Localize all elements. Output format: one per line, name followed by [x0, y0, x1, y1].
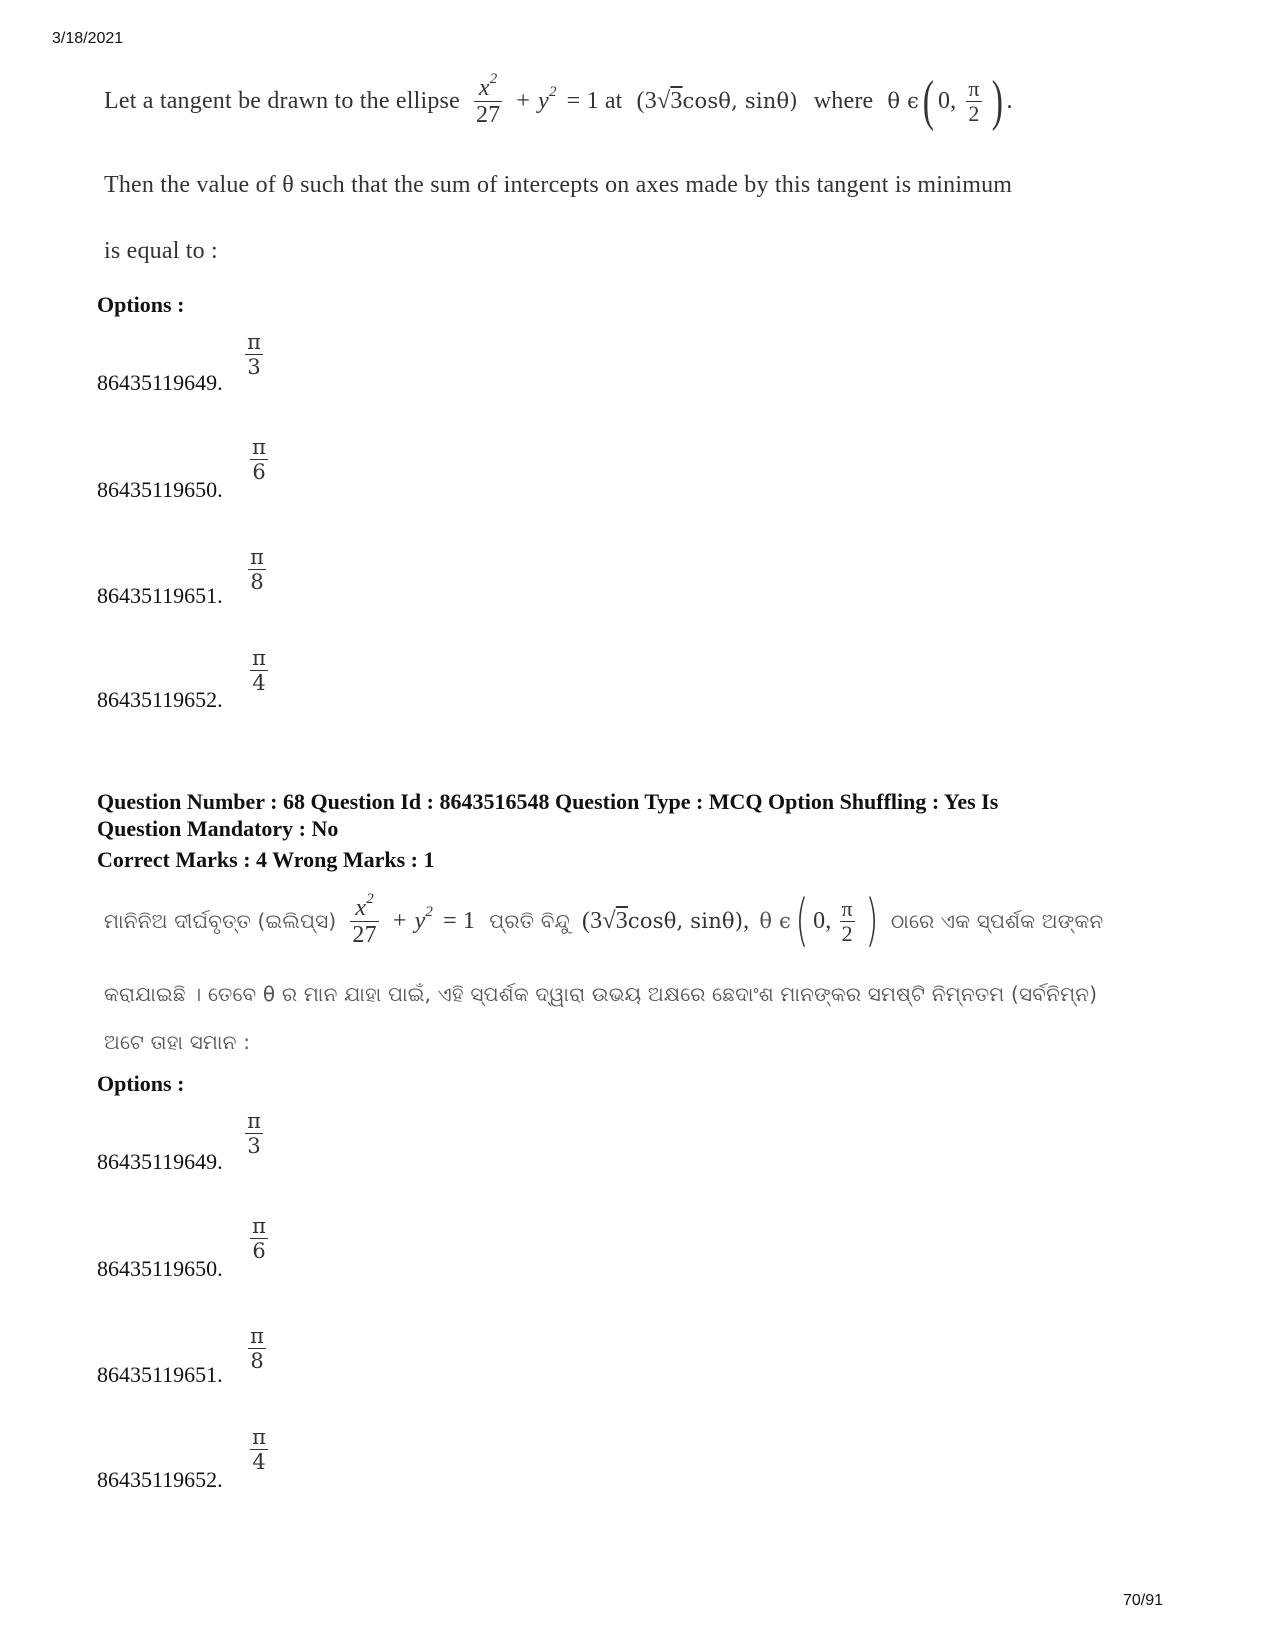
odia-comma: ,	[743, 907, 750, 934]
q68-option-1-fraction: π 3	[243, 1109, 265, 1158]
question-text-intro: Let a tangent be drawn to the ellipse	[104, 87, 460, 114]
interval-zero: 0,	[937, 87, 957, 114]
ellipse-x-fraction: $\frac{x^2}{27}$	[475, 70, 501, 128]
question-line-1	[104, 66, 1013, 136]
question-line-3: is equal to :	[104, 238, 218, 264]
option-2-fraction: π 6	[248, 435, 270, 484]
word-at: at	[604, 87, 623, 114]
question-meta-line-2: Question Mandatory : No	[97, 816, 339, 841]
q68-option-4-id: 86435119652.	[97, 1467, 223, 1492]
option-1-id: 86435119649.	[97, 370, 223, 395]
q68-option-1-id: 86435119649.	[97, 1149, 223, 1174]
odia-text-mid: ପ୍ରତି ବିନ୍ଦୁ	[489, 909, 570, 933]
interval-open-paren: (	[922, 70, 935, 132]
question-meta	[97, 788, 998, 873]
question-line-2: Then the value of θ such that the sum of intercepts on axes made by this tangent is minimum	[104, 172, 1013, 198]
period: .	[1006, 87, 1013, 114]
odia-theta-in: θ ϵ	[759, 909, 792, 933]
question-meta-line-1: Question Number : 68 Question Id : 8643516548 Question Type : MCQ Option Shuffling : Yes Is	[97, 789, 999, 814]
odia-equals-one: = 1	[443, 907, 476, 934]
odia-y-squared: $y^2$	[414, 903, 434, 934]
q68-option-3-fraction: π 8	[246, 1324, 268, 1373]
odia-line-1	[104, 886, 1103, 956]
q68-option-2-id: 86435119650.	[97, 1256, 223, 1281]
odia-interval-zero: 0,	[813, 907, 832, 934]
option-4-fraction: π 4	[248, 646, 270, 695]
odia-interval-close-paren: )	[865, 888, 879, 953]
odia-line-2: କରାଯାଇଛି । ତେବେ θ ର ମାନ ଯାହା ପାଇଁ, ଏହି ସ୍ପର୍ଶକ ଦ୍ୱାରା ଉଭୟ ଅକ୍ଷରେ ଛେଦାଂଶ ମାନଙ୍କର ସମଷ୍ଟି ନିମ୍ନତମ (ସର୍ବନିମ୍ନ)	[104, 982, 1098, 1006]
q68-option-3-id: 86435119651.	[97, 1362, 223, 1387]
equals-one: = 1	[566, 87, 599, 114]
word-where: where	[813, 87, 874, 114]
q68-option-2-fraction: π 6	[248, 1214, 270, 1263]
question-meta-line-3: Correct Marks : 4 Wrong Marks : 1	[97, 847, 435, 872]
odia-pi-over-2-fraction: $\frac{\pi}{2}$	[841, 895, 853, 946]
odia-interval-open-paren: (	[795, 888, 809, 953]
option-3-fraction: π 8	[246, 545, 268, 594]
odia-point-expression: (3√3cosθ, sinθ)	[581, 907, 744, 934]
q68-option-4-fraction: π 4	[248, 1425, 270, 1474]
y-squared: $y^2$	[538, 83, 557, 114]
point-expression: (3√3cosθ, sinθ)	[636, 87, 798, 114]
odia-line-3: ଅଟେ ତାହା ସମାନ :	[104, 1030, 251, 1054]
plus-sign: +	[516, 87, 531, 114]
pi-over-2-fraction: $\frac{\pi}{2}$	[968, 75, 980, 126]
odia-plus-sign: +	[392, 907, 407, 934]
option-4-id: 86435119652.	[97, 687, 223, 712]
options-label-q68: Options :	[97, 1071, 185, 1096]
odia-ellipse-x-fraction: $\frac{x^2}{27}$	[352, 890, 377, 948]
odia-text-intro: ମାନିନିଅ ଦୀର୍ଘବୃତ୍ତ (ଇଲିପ୍ସ)	[104, 909, 337, 933]
header-date: 3/18/2021	[52, 30, 124, 47]
theta-in: θ ϵ	[887, 89, 920, 113]
options-label: Options :	[97, 292, 185, 317]
page-number: 70/91	[1122, 1592, 1163, 1609]
option-2-id: 86435119650.	[97, 477, 223, 502]
odia-text-post: ଠାରେ ଏକ ସ୍ପର୍ଶକ ଅଙ୍କନ	[890, 909, 1104, 933]
option-3-id: 86435119651.	[97, 583, 223, 608]
option-1-fraction: π 3	[243, 330, 265, 379]
interval-close-paren: )	[991, 70, 1003, 132]
